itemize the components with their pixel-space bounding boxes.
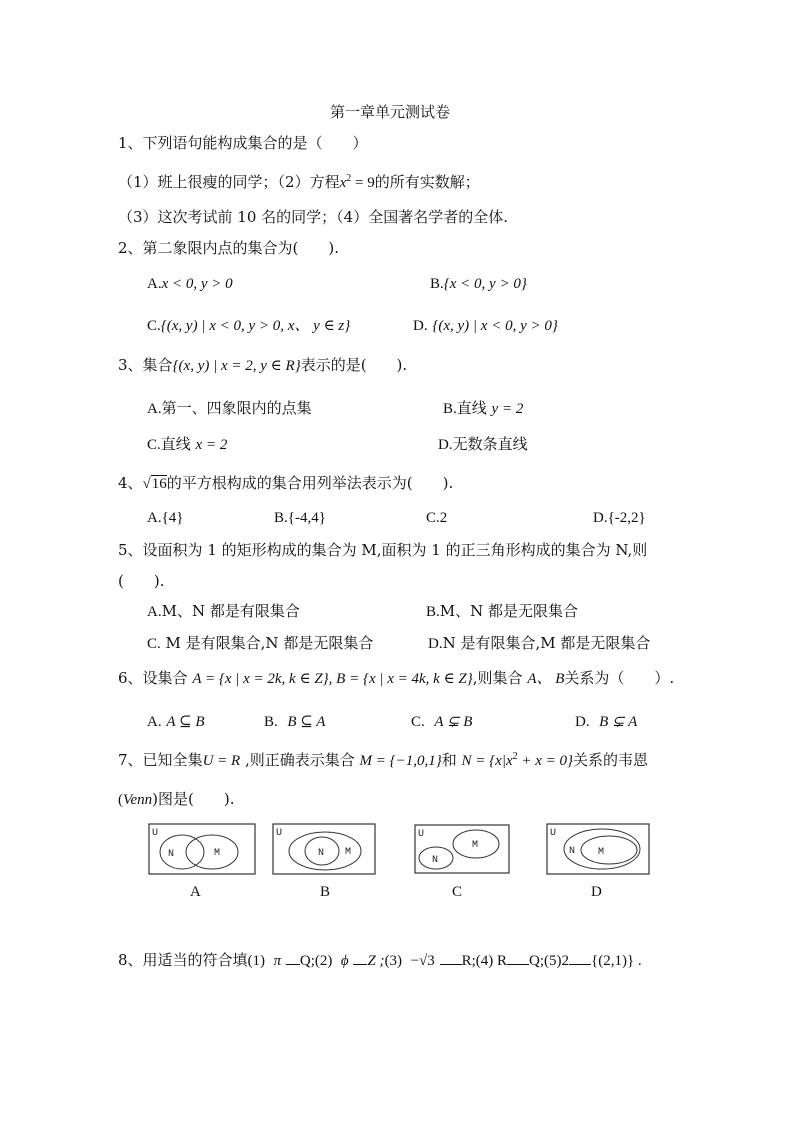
option-5a[interactable] [147, 601, 300, 622]
svg-text:N: N [318, 848, 325, 859]
option-text: {-2,2} [607, 510, 646, 526]
page-title: 第一章单元测试卷 [330, 103, 451, 121]
option-4b[interactable] [274, 508, 326, 528]
option-label: A. [147, 604, 162, 620]
option-label: D. [593, 510, 608, 526]
question-number: 8、 [118, 951, 143, 969]
svg-text:N: N [569, 846, 576, 857]
question-1 [118, 133, 368, 153]
math-expr: Venn [123, 792, 153, 808]
option-6c[interactable] [411, 711, 472, 732]
option-text: 2 [439, 510, 448, 526]
item-text: （1）班上很瘦的同学；（2）方程 [118, 173, 340, 191]
sqrt-symbol: √ [142, 476, 151, 492]
answer-blank-4[interactable] [507, 952, 529, 965]
question-2 [118, 238, 339, 258]
part-number: (1) [247, 953, 269, 969]
question-7-line2 [118, 789, 235, 810]
option-label: C. [147, 318, 161, 334]
question-stem: 用适当的符合填 [142, 951, 248, 969]
math-expr: {(2,1)} . [591, 953, 642, 969]
question-stem: 第二象限内点的集合为( ). [142, 239, 340, 257]
question-7 [118, 750, 648, 771]
option-text: B ⊊ A [599, 714, 638, 730]
item-text: 的所有实数解； [374, 173, 480, 191]
venn-diagram-c[interactable] [414, 824, 510, 874]
option-label: B. [264, 714, 278, 730]
math-expr: R; [461, 953, 476, 969]
venn-label-d: D [591, 884, 602, 900]
question-stem: 的平方根构成的集合用列举法表示为( ). [166, 474, 454, 492]
option-text: 直线 [456, 399, 492, 417]
math-expr: A、 B [527, 671, 565, 687]
option-text: M、N 都是无限集合 [439, 602, 579, 620]
svg-text:M: M [598, 847, 605, 858]
option-text: {(x, y) | x < 0, y > 0, x、 y ∈ z} [160, 318, 351, 334]
option-text: 无数条直线 [452, 435, 528, 453]
part-number: (3) [384, 953, 406, 969]
option-text: N 是有限集合,M 都是无限集合 [442, 634, 651, 652]
option-3d[interactable] [438, 434, 528, 455]
option-3c[interactable] [147, 434, 227, 455]
radicand: 16 [151, 476, 167, 492]
question-5-line2: ( ). [118, 572, 165, 590]
question-stem: 表示的是( ). [300, 356, 408, 374]
option-text: 第一、四象限内的点集 [161, 399, 312, 417]
question-stem: 关系为（ ）. [564, 669, 675, 687]
option-2b[interactable] [430, 273, 527, 294]
question-stem: 和 [441, 751, 462, 769]
option-2a[interactable] [147, 273, 233, 294]
option-text: M 是有限集合,N 都是无限集合 [160, 634, 374, 652]
venn-diagram-a[interactable] [148, 823, 256, 875]
math-expr: N = {x|x [461, 753, 513, 769]
math-expr: y = 2 [491, 401, 524, 417]
option-text: A ⊊ B [434, 714, 473, 730]
question-number: 7、 [118, 751, 143, 769]
option-5b[interactable] [426, 601, 578, 622]
option-2d[interactable] [413, 315, 558, 336]
svg-text:N: N [168, 849, 175, 860]
answer-blank-3[interactable] [440, 952, 462, 965]
question-number: 6、 [118, 669, 143, 687]
svg-text:U: U [550, 828, 557, 839]
math-exponent: 2 [346, 173, 352, 184]
option-label: B. [443, 401, 457, 417]
option-text: B ⊆ A [287, 714, 326, 730]
option-6d[interactable] [575, 711, 637, 732]
math-expr: Z ; [367, 953, 385, 969]
part-number: (5) [544, 953, 562, 969]
math-expr: {(x, y) | x = 2, y ∈ R} [172, 358, 301, 374]
option-label: C. [426, 510, 440, 526]
option-text: A ⊆ B [166, 714, 205, 730]
option-label: A. [147, 276, 162, 292]
option-text: {4} [161, 510, 184, 526]
venn-diagram-b[interactable] [272, 823, 376, 875]
venn-label-b: B [320, 884, 331, 900]
question-stem: ,则集合 [472, 669, 528, 687]
question-8 [118, 950, 642, 971]
math-expr: π [273, 953, 282, 969]
math-expr: x = 2 [195, 437, 228, 453]
question-number: 3、 [118, 356, 143, 374]
question-stem: 下列语句能构成集合的是（ ） [142, 134, 368, 152]
option-label: A. [147, 401, 162, 417]
paren: ( [118, 792, 123, 808]
answer-blank-5[interactable] [569, 952, 591, 965]
question-stem: 设集合 [142, 669, 193, 687]
svg-text:U: U [152, 828, 159, 839]
math-expr: R [497, 953, 508, 969]
option-4a[interactable] [147, 508, 184, 528]
svg-text:U: U [418, 829, 425, 840]
option-4d[interactable] [593, 508, 646, 528]
option-5d[interactable] [428, 633, 650, 654]
option-label: B. [430, 276, 444, 292]
option-3a[interactable] [147, 398, 312, 419]
option-label: C. [147, 437, 161, 453]
option-text: x < 0, y > 0 [161, 276, 233, 292]
question-stem: 已知全集 [142, 751, 203, 769]
answer-blank-2[interactable] [353, 952, 367, 965]
math-expr: + x = 0} [517, 753, 574, 769]
question-5 [118, 540, 647, 560]
option-label: A. [147, 510, 162, 526]
option-label: C. [411, 714, 425, 730]
math-expr: −√3 [410, 953, 435, 969]
question-1-items-line2: （3）这次考试前 10 名的同学；（4）全国著名学者的全体. [118, 208, 508, 226]
math-expr: M = {−1,0,1} [359, 753, 442, 769]
option-text: {(x, y) | x < 0, y > 0} [432, 318, 558, 334]
venn-label-a: A [190, 884, 201, 900]
part-number: (4) [475, 953, 498, 969]
math-exponent: 2 [512, 751, 518, 762]
svg-text:M: M [345, 847, 352, 858]
svg-text:M: M [472, 840, 479, 851]
math-expr: 2 [561, 953, 570, 969]
question-stem: 集合 [142, 356, 173, 374]
answer-blank-1[interactable] [286, 952, 300, 965]
part-number: (2) [314, 953, 337, 969]
question-number: 1、 [118, 134, 143, 152]
svg-text:U: U [276, 828, 283, 839]
option-text: {x < 0, y > 0} [443, 276, 527, 292]
option-label: D. [575, 714, 590, 730]
math-expr: ϕ [340, 953, 349, 969]
math-expr: A = {x | x = 2k, k ∈ Z}, B = {x | x = 4k, k ∈ Z} [192, 671, 473, 687]
option-label: A. [147, 714, 162, 730]
question-stem: 设面积为 1 的矩形构成的集合为 M,面积为 1 的正三角形构成的集合为 N,则 [142, 541, 648, 559]
svg-text:N: N [432, 855, 439, 866]
question-number: 5、 [118, 541, 143, 559]
option-4c[interactable] [426, 508, 447, 528]
svg-text:M: M [214, 848, 221, 859]
option-5c[interactable] [147, 633, 373, 654]
question-number: 4、 [118, 474, 143, 492]
option-label: B. [274, 510, 288, 526]
question-stem: 关系的韦恩 [573, 751, 649, 769]
math-expr: Q; [529, 953, 545, 969]
option-label: C. [147, 636, 161, 652]
option-label: B. [426, 604, 440, 620]
option-2c[interactable] [147, 315, 350, 336]
question-stem: ,则正确表示集合 [240, 751, 360, 769]
option-text: {-4,4} [287, 510, 326, 526]
option-6b[interactable] [264, 711, 325, 732]
option-3b[interactable] [443, 398, 523, 419]
venn-label-c: C [452, 884, 463, 900]
question-4 [118, 473, 453, 494]
option-label: D. [438, 437, 453, 453]
question-number: 2、 [118, 239, 143, 257]
math-expr: U = R [202, 753, 241, 769]
option-6a[interactable] [147, 711, 205, 732]
math-expr: Q; [299, 953, 315, 969]
option-label: D. [428, 636, 443, 652]
option-label: D. [413, 318, 428, 334]
venn-diagram-d[interactable] [546, 823, 650, 875]
math-expr: = 9 [351, 175, 375, 191]
question-1-items-line1 [118, 172, 480, 193]
option-text: 直线 [160, 435, 196, 453]
question-stem: )图是( ). [152, 790, 235, 808]
math-var: x [339, 175, 347, 191]
option-text: M、N 都是有限集合 [161, 602, 300, 620]
question-6 [118, 668, 674, 689]
question-3 [118, 355, 407, 376]
